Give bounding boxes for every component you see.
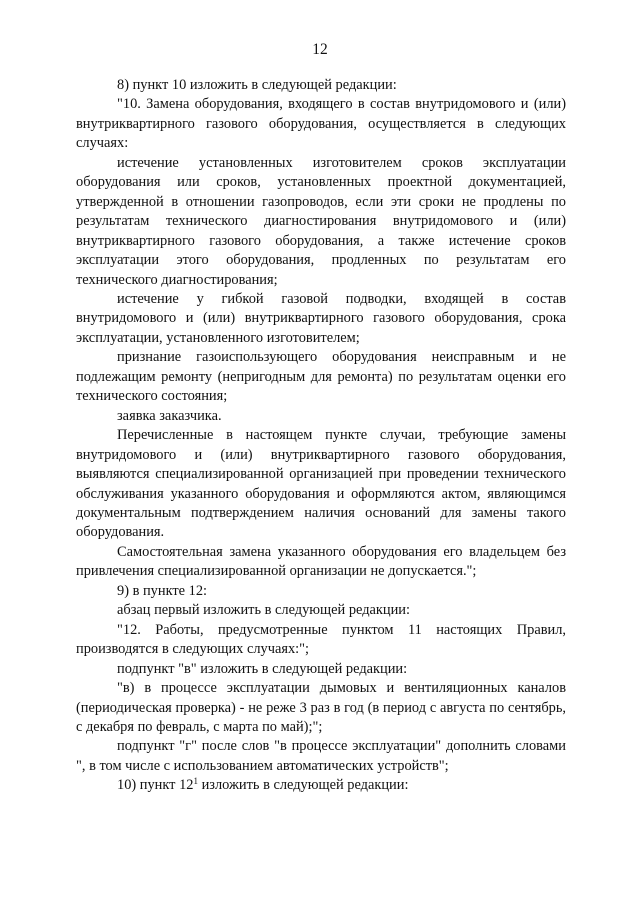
paragraph: Перечисленные в настоящем пункте случаи, требующие замены внутридомового и (или) внутриквартирного газового оборудования, выявляются специализированной организацией при проведении технического обслуживания указанного оборудования и оформляются актом, являющимся документальным подтверждением наличия оснований для замены такого оборудования.	[76, 427, 566, 541]
paragraph: 8) пункт 10 изложить в следующей редакции:	[117, 77, 397, 93]
paragraph-last-after: изложить в следующей редакции:	[197, 777, 409, 794]
document-body	[76, 76, 566, 796]
paragraph-last-before: 10) пункт 12	[117, 777, 194, 794]
paragraph: "10. Замена оборудования, входящего в состав внутридомового и (или) внутриквартирного газового оборудования, осуществляется в следующих случаях:	[76, 96, 566, 152]
paragraph: заявка заказчика.	[117, 407, 222, 424]
paragraph: "12. Работы, предусмотренные пунктом 11 настоящих Правил, производятся в следующих случаях:";	[76, 621, 566, 658]
paragraph: истечение у гибкой газовой подводки, входящей в состав внутридомового и (или) внутриквартирного газового оборудования, срока эксплуатации, установленного изготовителем;	[76, 290, 566, 346]
paragraph: Самостоятельная замена указанного оборудования его владельцем без привлечения специализированной организации не допускается.";	[76, 543, 566, 580]
paragraph: признание газоиспользующего оборудования неисправным и не подлежащим ремонту (непригодным для ремонта) по результатам оценки его технического состояния;	[76, 349, 566, 405]
paragraph: подпункт "г" после слов "в процессе эксплуатации" дополнить словами ", в том числе с использованием автоматических устройств";	[76, 738, 566, 774]
paragraph-last	[76, 776, 566, 795]
paragraph: подпункт "в" изложить в следующей редакции:	[117, 660, 408, 677]
page-number: 12	[312, 41, 328, 58]
paragraph: "в) в процессе эксплуатации дымовых и вентиляционных каналов (периодическая проверка) - не реже 3 раз в год (в период с августа по сентябрь, с декабря по февраль, с марта по май);";	[76, 680, 566, 735]
paragraph: 9) в пункте 12:	[117, 582, 208, 599]
superscript-index: 1	[193, 776, 198, 787]
paragraph: абзац первый изложить в следующей редакции:	[117, 602, 411, 619]
paragraph: истечение установленных изготовителем сроков эксплуатации оборудования или сроков, установленных проектной документацией, утвержденной в отношении газопроводов, если эти сроки не продлены по результатам технического диагностирования внутридомового и (или) внутриквартирного газового оборудования, а также истечение сроков эксплуатации этого оборудования, продленных по результатам его технического диагностирования;	[76, 154, 566, 288]
